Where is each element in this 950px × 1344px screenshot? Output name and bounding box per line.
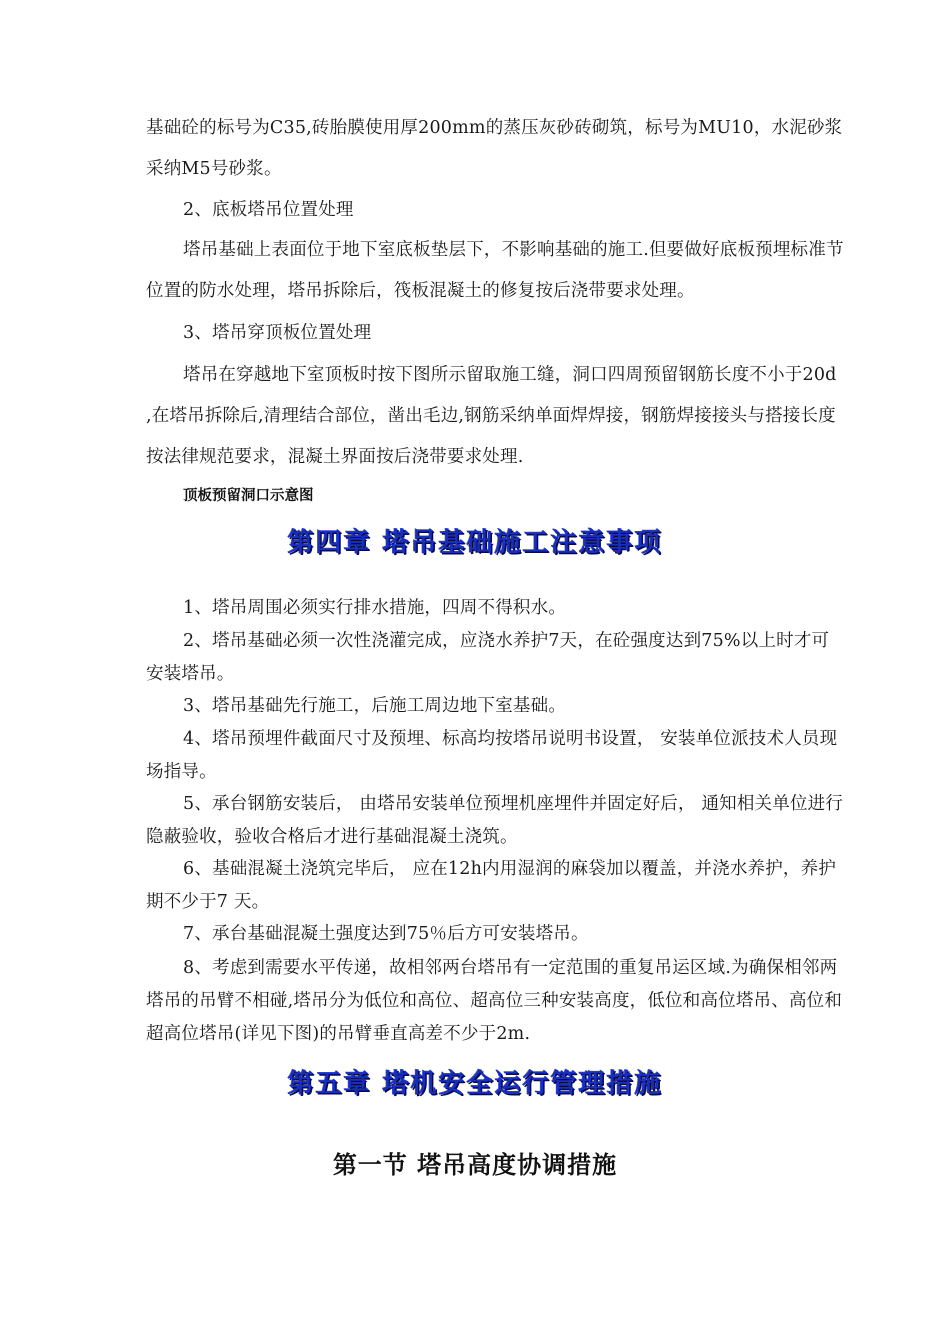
chapter4-item-5: 5、承台钢筋安装后， 由塔吊安装单位预埋机座埋件并固定好后， 通知相关单位进行隐蔽验收，验收合格后才进行基础混凝土浇筑。 [146, 794, 844, 847]
paragraph-foundation-spec: 基础砼的标号为C35,砖胎膜使用厚200mm的蒸压灰砂砖砌筑，标号为MU10，水泥砂浆采纳M5号砂浆。 [146, 118, 843, 179]
figure-caption: 顶板预留洞口示意图 [183, 488, 314, 504]
chapter4-title: 第四章 塔吊基础施工注意事项 [287, 528, 663, 558]
chapter4-item-7: 7、承台基础混凝土强度达到75％后方可安装塔吊。 [183, 924, 589, 944]
chapter4-item-8: 8、考虑到需要水平传递，故相邻两台塔吊有一定范围的重复吊运区域.为确保相邻两塔吊的吊臂不相碰,塔吊分为低位和高位、超高位三种安装高度，低位和高位塔吊、高位和超高位塔吊(详见下图)的吊臂垂直高差不少于2m. [146, 958, 843, 1044]
chapter4-item-6: 6、基础混凝土浇筑完毕后， 应在12h内用湿润的麻袋加以覆盖，并浇水养护，养护期不少于7 天。 [146, 859, 837, 912]
paragraph-bottom-slab: 塔吊基础上表面位于地下室底板垫层下，不影响基础的施工.但要做好底板预埋标准节位置的防水处理，塔吊拆除后，筏板混凝土的修复按后浇带要求处理。 [146, 240, 844, 301]
chapter4-item-3: 3、塔吊基础先行施工，后施工周边地下室基础。 [183, 696, 567, 716]
chapter4-item-4: 4、塔吊预埋件截面尺寸及预埋、标高均按塔吊说明书设置， 安装单位派技术人员现场指导。 [146, 729, 838, 782]
heading-bottom-slab: 2、底板塔吊位置处理 [183, 200, 354, 220]
chapter5-title: 第五章 塔机安全运行管理措施 [287, 1069, 663, 1099]
chapter4-item-1: 1、塔吊周围必须实行排水措施，四周不得积水。 [183, 598, 567, 618]
chapter4-item-2: 2、塔吊基础必须一次性浇灌完成，应浇水养护7天，在砼强度达到75%以上时才可安装塔吊。 [146, 631, 830, 684]
section-title: 第一节 塔吊高度协调措施 [332, 1151, 618, 1179]
heading-top-slab: 3、塔吊穿顶板位置处理 [183, 323, 372, 343]
paragraph-top-slab: 塔吊在穿越地下室顶板时按下图所示留取施工缝，洞口四周预留钢筋长度不小于20d ,在塔吊拆除后,清理结合部位，凿出毛边,钢筋采纳单面焊焊接，钢筋焊接接头与搭接长度按法律规范要求，混凝土界面按后浇带要求处理. [146, 365, 837, 467]
